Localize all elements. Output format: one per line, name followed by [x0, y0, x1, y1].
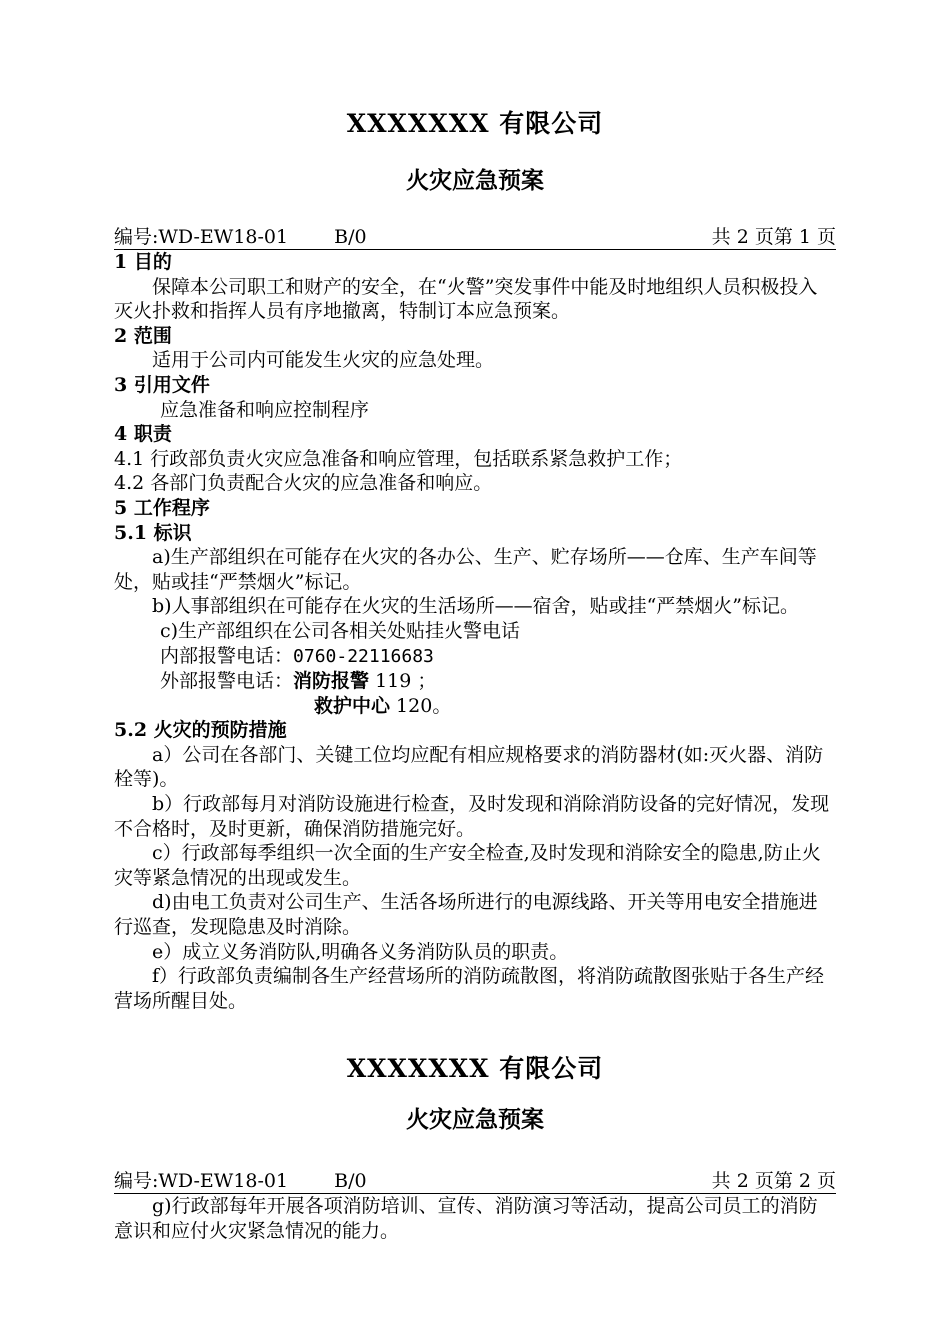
section-heading: 2 范围: [114, 324, 172, 347]
internal-phone-line: [114, 644, 836, 670]
page-info: 共 2 页第 2 页: [711, 1170, 836, 1192]
company-title: XXXXXXX 有限公司: [346, 109, 604, 138]
rescue-center-number: 120。: [390, 694, 452, 717]
page2-header: [114, 1052, 836, 1136]
paragraph: 4.2 各部门负责配合火灾的应急准备和响应。: [114, 472, 493, 495]
paragraph: 适用于公司内可能发生火灾的应急处理。: [152, 349, 495, 372]
paragraph: d)由电工负责对公司生产、生活各场所进行的电源线路、开关等用电安全措施进行巡查，发现隐患及时消除。: [114, 891, 818, 939]
page2-meta-line: [114, 1169, 836, 1194]
document-title: 火灾应急预案: [406, 1106, 544, 1133]
subsection-heading: 5.1 标识: [114, 521, 192, 544]
section-heading: 3 引用文件: [114, 373, 210, 396]
section-heading: 5 工作程序: [114, 496, 210, 519]
revision: B/0: [334, 1170, 367, 1192]
doc-number: 编号:WD-EW18-01: [114, 1170, 289, 1192]
page-info: 共 2 页第 1 页: [711, 226, 836, 248]
doc-number: 编号:WD-EW18-01: [114, 226, 289, 248]
revision: B/0: [334, 226, 367, 248]
external-phone-label: 外部报警电话：: [160, 670, 294, 693]
paragraph: 保障本公司职工和财产的安全，在“火警”突发事件中能及时地组织人员积极投入灭火扑救和指挥人员有序地撤离，特制订本应急预案。: [114, 275, 818, 323]
paragraph: a)生产部组织在可能存在火灾的各办公、生产、贮存场所——仓库、生产车间等处，贴或挂“严禁烟火”标记。: [114, 546, 817, 593]
external-phone-line: [114, 669, 836, 694]
paragraph: c)生产部组织在公司各相关处贴挂火警电话: [160, 619, 521, 642]
paragraph: g)行政部每年开展各项消防培训、宣传、消防演习等活动，提高公司员工的消防意识和应付火灾紧急情况的能力。: [114, 1195, 818, 1242]
paragraph: b）行政部每月对消防设施进行检查，及时发现和消除消防设备的完好情况，发现不合格时，及时更新，确保消防措施完好。: [114, 793, 830, 840]
internal-phone-label: 内部报警电话：: [160, 644, 294, 667]
company-title: XXXXXXX 有限公司: [346, 1054, 604, 1083]
paragraph: f）行政部负责编制各生产经营场所的消防疏散图，将消防疏散图张贴于各生产经营场所醒目处。: [114, 965, 825, 1012]
page1-header: [114, 107, 836, 197]
section-heading: 4 职责: [114, 423, 172, 446]
paragraph: 应急准备和响应控制程序: [160, 398, 370, 421]
paragraph: e）成立义务消防队,明确各义务消防队员的职责。: [152, 940, 569, 963]
page1-body: [114, 250, 836, 1013]
fire-alarm-label: 消防报警: [293, 670, 370, 693]
fire-alarm-number: 119 ；: [369, 670, 437, 693]
document-title: 火灾应急预案: [406, 167, 544, 194]
rescue-phone-line: [114, 694, 836, 719]
page1-meta-line: [114, 225, 836, 250]
paragraph: a）公司在各部门、关键工位均应配有相应规格要求的消防器材(如:灭火器、消防栓等)。: [114, 743, 824, 791]
internal-phone-number: 0760-22116683: [293, 645, 434, 667]
paragraph: 4.1 行政部负责火灾应急准备和响应管理，包括联系紧急救护工作；: [114, 447, 683, 470]
paragraph: c）行政部每季组织一次全面的生产安全检查,及时发现和消除安全的隐患,防止火灾等紧急情况的出现或发生。: [114, 842, 821, 889]
subsection-heading: 5.2 火灾的预防措施: [114, 719, 287, 742]
paragraph: b)人事部组织在可能存在火灾的生活场所——宿舍，贴或挂“严禁烟火”标记。: [152, 595, 800, 618]
rescue-center-label: 救护中心: [314, 694, 391, 717]
page2-body: [114, 1194, 836, 1243]
section-heading: 1 目的: [114, 251, 172, 273]
